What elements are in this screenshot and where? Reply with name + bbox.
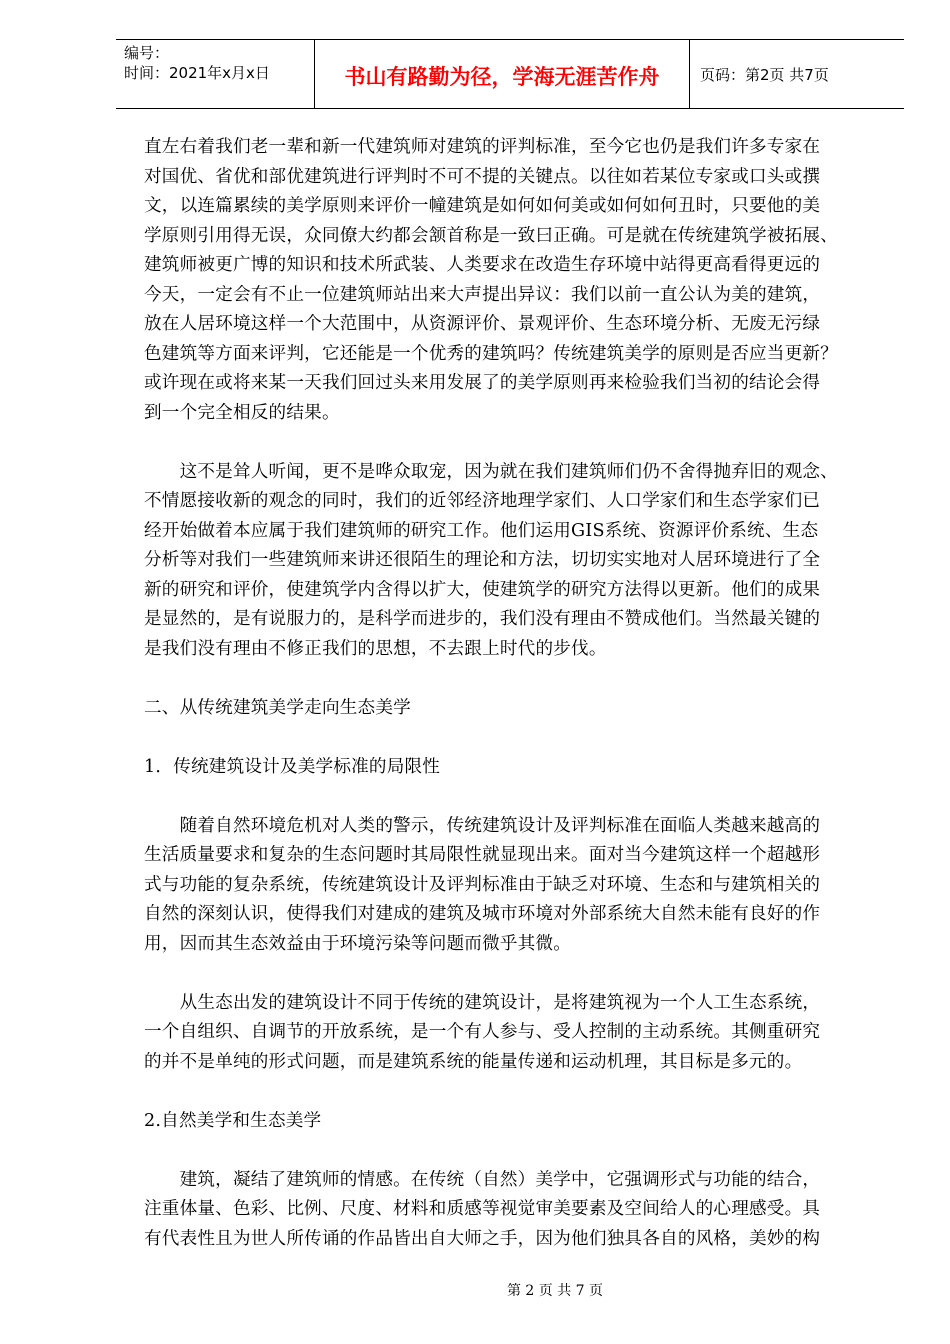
body-line: 放在人居环境这样一个大范围中，从资源评价、景观评价、生态环境分析、无废无污绿 [144,314,821,334]
body-line: 到一个完全相反的结果。 [144,402,340,423]
body-line: 的并不是单纯的形式问题，而是建筑系统的能量传递和运动机理，其目标是多元的。 [144,1051,803,1072]
body-line: 用，因而其生态效益由于环境污染等问题而微乎其微。 [144,933,572,954]
body-line: 建筑，凝结了建筑师的情感。在传统（自然）美学中，它强调形式与功能的结合， [144,1169,821,1190]
body-line: 对国优、省优和部优建筑进行评判时不可不提的关键点。以往如若某位专家或口头或撰 [144,166,821,187]
body-line: 直左右着我们老一辈和新一代建筑师对建筑的评判标准，至今它也仍是我们许多专家在 [144,137,821,157]
paragraph-gap [144,959,874,989]
time-label: 时间：2021年x月x日 [124,64,270,82]
body-line: 式与功能的复杂系统，传统建筑设计及评判标准由于缺乏对环境、生态和与建筑相关的 [144,874,821,895]
header-meta-cell [116,40,315,108]
paragraph-gap [144,664,874,694]
paragraph-gap [144,428,874,458]
body-line: 随着自然环境危机对人类的警示，传统建筑设计及评判标准在面临人类越来越高的 [144,815,821,836]
header-page-cell [690,40,904,108]
motto-text: 书山有路勤为径，学海无涯苦作舟 [344,65,660,89]
body-line: 这不是耸人听闻，更不是哗众取宠，因为就在我们建筑师们仍不舍得抛弃旧的观念、 [144,461,838,482]
body-line: 经开始做着本应属于我们建筑师的研究工作。他们运用GIS系统、资源评价系统、生态 [144,520,819,541]
paragraph-gap [144,723,874,753]
body-line: 分析等对我们一些建筑师来讲还很陌生的理论和方法，切切实实地对人居环境进行了全 [144,550,821,570]
paragraph-gap [144,1077,874,1107]
paragraph-gap [144,782,874,812]
body-line: 色建筑等方面来评判，它还能是一个优秀的建筑吗？传统建筑美学的原则是否应当更新？ [144,343,838,364]
body-line: 二、从传统建筑美学走向生态美学 [144,697,411,718]
body-line: 建筑师被更广博的知识和技术所武装、人类要求在改造生存环境中站得更高看得更远的 [144,255,821,275]
header-motto-cell [315,40,690,108]
document-body [144,133,874,1254]
header-page-label: 页码：第2页 共7页 [700,66,829,84]
body-line: 2.自然美学和生态美学 [144,1110,322,1131]
body-line: 一个自组织、自调节的开放系统，是一个有人参与、受人控制的主动系统。其侧重研究 [144,1022,821,1042]
body-line: 1．传统建筑设计及美学标准的局限性 [144,756,441,777]
code-label: 编号： [124,44,170,62]
body-line: 注重体量、色彩、比例、尺度、材料和质感等视觉审美要素及空间给人的心理感受。具 [144,1199,821,1219]
page-header [116,39,904,109]
body-line: 今天，一定会有不止一位建筑师站出来大声提出异议：我们以前一直公认为美的建筑， [144,284,821,305]
body-line: 新的研究和评价，使建筑学内含得以扩大，使建筑学的研究方法得以更新。他们的成果 [144,579,821,600]
paragraph-gap [144,1136,874,1166]
body-line: 文，以连篇累续的美学原则来评价一幢建筑是如何如何美或如何如何丑时，只要他的美 [144,196,821,216]
body-line: 生活质量要求和复杂的生态问题时其局限性就显现出来。面对当今建筑这样一个超越形 [144,845,821,865]
body-line: 学原则引用得无误，众同僚大约都会颔首称是一致曰正确。可是就在传统建筑学被拓展、 [144,225,838,246]
body-line: 或许现在或将来某一天我们回过头来用发展了的美学原则再来检验我们当初的结论会得 [144,373,821,393]
page-footer: 第 2 页 共 7 页 [506,1283,604,1299]
body-line: 不情愿接收新的观念的同时，我们的近邻经济地理学家们、人口学家们和生态学家们已 [144,491,821,511]
body-line: 是显然的，是有说服力的，是科学而进步的，我们没有理由不赞成他们。当然最关键的 [144,609,821,629]
body-line: 自然的深刻认识，使得我们对建成的建筑及城市环境对外部系统大自然未能有良好的作 [144,904,821,924]
body-line: 从生态出发的建筑设计不同于传统的建筑设计，是将建筑视为一个人工生态系统， [144,992,821,1013]
body-line: 有代表性且为世人所传诵的作品皆出自大师之手，因为他们独具各自的风格，美妙的构 [144,1228,821,1249]
body-line: 是我们没有理由不修正我们的思想，不去跟上时代的步伐。 [144,638,607,659]
